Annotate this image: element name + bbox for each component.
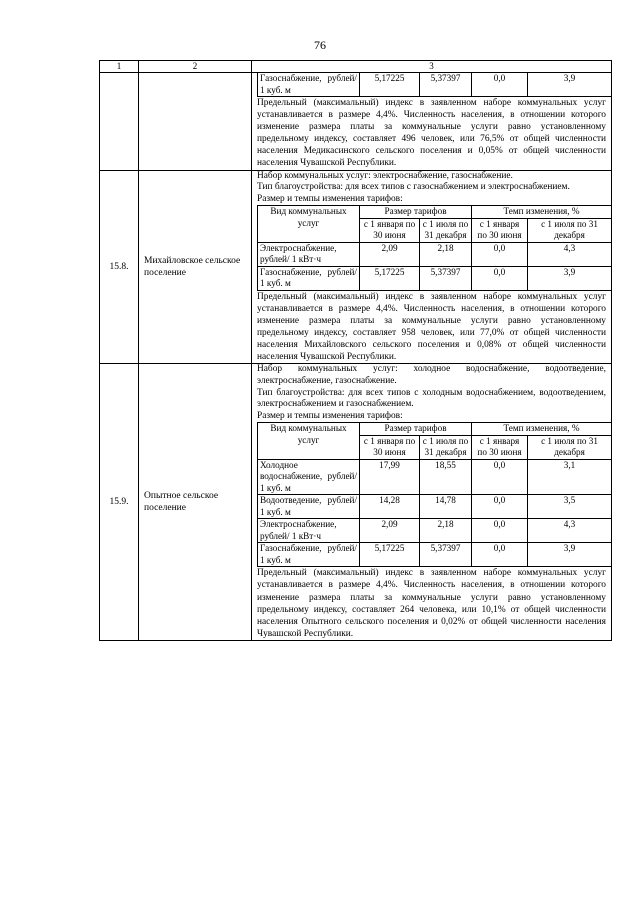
service-kind-header: Вид коммунальных услуг: [258, 423, 360, 460]
service-label: Электроснабжение, рублей/ 1 кВт·ч: [258, 242, 360, 266]
rate-value: 3,9: [528, 73, 612, 97]
rate-value: 0,0: [472, 543, 528, 567]
tariff-value: 5,37397: [420, 266, 472, 290]
settlement-name: Михайловское сельское поселение: [139, 170, 252, 364]
rate-value: 0,0: [472, 519, 528, 543]
header-col-2: 2: [139, 61, 252, 73]
service-label: Электроснабжение, рублей/ 1 кВт·ч: [258, 519, 360, 543]
period-header: с 1 июля по 31 декабря: [528, 435, 612, 459]
table-row-15-9: [100, 364, 612, 641]
rate-value: 0,0: [472, 495, 528, 519]
rate-value: 3,1: [528, 459, 612, 495]
period-header: с 1 июля по 31 декабря: [420, 435, 472, 459]
period-header: с 1 января по 30 июня: [472, 218, 528, 242]
rate-value: 0,0: [472, 73, 528, 97]
period-header: с 1 июля по 31 декабря: [420, 218, 472, 242]
tariff-value: 14,28: [360, 495, 420, 519]
services-set: Набор коммунальных услуг: холодное водоснабжение, водоотведение, электроснабжение, газоснабжение.: [257, 364, 606, 386]
change-rate-header: Темп изменения, %: [472, 206, 612, 219]
tariff-size-title: Размер и темпы изменения тарифов:: [257, 193, 403, 204]
tariff-value: 5,17225: [360, 73, 420, 97]
table-row-15-8: [100, 170, 612, 364]
tariff-value: 2,18: [420, 519, 472, 543]
table-row: [258, 543, 612, 567]
tariff-size-title: Размер и темпы изменения тарифов:: [257, 410, 403, 421]
content-cell: [252, 73, 612, 171]
service-label: Газоснабжение, рублей/ 1 куб. м: [258, 73, 360, 97]
table-row: [258, 266, 612, 290]
settlement-name-cell: [139, 73, 252, 171]
page-number: 76: [314, 38, 326, 52]
limit-index-paragraph: Предельный (максимальный) индекс в заявленном наборе коммунальных услуг устанавливается в размере 4,4%. Численность населения, в отношении которого изменение размера платы за коммунальные услуги равно установленному предельному индексу, составляет 264 человека, или 10,1% от общей численности населения Опытного сельского поселения и 0,02% от общей численности населения Чувашской Республики.: [257, 568, 606, 639]
rate-value: 4,3: [528, 519, 612, 543]
service-label: Холодное водоснабжение, рублей/ 1 куб. м: [258, 459, 360, 495]
service-label: Водоотведение, рублей/ 1 куб. м: [258, 495, 360, 519]
header-col-1: 1: [100, 61, 139, 73]
sub-header-row: [258, 206, 612, 219]
rate-value: 3,9: [528, 543, 612, 567]
tariff-value: 2,09: [360, 242, 420, 266]
table-row: [258, 459, 612, 495]
tariff-value: 5,37397: [420, 543, 472, 567]
header-row: [100, 61, 612, 73]
tariff-sub-table: [257, 422, 612, 567]
tariff-value: 17,99: [360, 459, 420, 495]
tariff-sub-table: [257, 205, 612, 291]
rate-value: 3,9: [528, 266, 612, 290]
row-number-cell: [100, 73, 139, 171]
table-row: [258, 242, 612, 266]
tariff-value: 5,17225: [360, 543, 420, 567]
limit-index-paragraph: Предельный (максимальный) индекс в заявленном наборе коммунальных услуг устанавливается в размере 4,4%. Численность населения, в отношении которого изменение размера платы за коммунальные услуги равно установленному предельному индексу, составляет 496 человек, или 76,5% от общей численности населения Медикасинского сельского поселения и 0,05% от общей численности населения Чувашской Республики.: [257, 98, 606, 169]
improvement-type: Тип благоустройства: для всех типов с холодным водоснабжением, водоотведением, электроснабжением и газоснабжением.: [257, 387, 606, 410]
limit-index-paragraph: Предельный (максимальный) индекс в заявленном наборе коммунальных услуг устанавливается в размере 4,4%. Численность населения, в отношении которого изменение размера платы за коммунальные услуги равно установленному предельному индексу, составляет 958 человек, или 77,0% от общей численности населения Михайловского сельского поселения и 0,08% от общей численности населения Чувашской Республики.: [257, 291, 606, 363]
services-set: Набор коммунальных услуг: электроснабжение, газоснабжение.: [257, 170, 513, 181]
rate-value: 0,0: [472, 266, 528, 290]
content-cell: [252, 170, 612, 364]
table-row: [258, 495, 612, 519]
table-row: [258, 73, 612, 97]
period-header: с 1 января по 30 июня: [360, 218, 420, 242]
header-col-3: 3: [252, 61, 612, 73]
rate-value: 0,0: [472, 459, 528, 495]
rate-value: 4,3: [528, 242, 612, 266]
period-header: с 1 января по 30 июня: [360, 435, 420, 459]
change-rate-header: Темп изменения, %: [472, 423, 612, 436]
rate-value: 3,5: [528, 495, 612, 519]
tariff-value: 5,17225: [360, 266, 420, 290]
sub-header-row: [258, 423, 612, 436]
content-cell: [252, 364, 612, 641]
improvement-type: Тип благоустройства: для всех типов с газоснабжением и электроснабжением.: [257, 182, 570, 193]
period-header: с 1 июля по 31 декабря: [528, 218, 612, 242]
service-kind-header: Вид коммунальных услуг: [258, 206, 360, 243]
service-label: Газоснабжение, рублей/ 1 куб. м: [258, 266, 360, 290]
tariff-table: [99, 60, 612, 641]
period-header: с 1 января по 30 июня: [472, 435, 528, 459]
table-row-continuation: [100, 73, 612, 171]
service-label: Газоснабжение, рублей/ 1 куб. м: [258, 543, 360, 567]
tariff-size-header: Размер тарифов: [360, 206, 472, 219]
tariff-value: 5,37397: [420, 73, 472, 97]
row-number: 15.9.: [100, 364, 139, 641]
tariff-value: 2,09: [360, 519, 420, 543]
tariff-value: 2,18: [420, 242, 472, 266]
row-number: 15.8.: [100, 170, 139, 364]
table-row: [258, 519, 612, 543]
tariff-value: 14,78: [420, 495, 472, 519]
settlement-name: Опытное сельское поселение: [139, 364, 252, 641]
rate-value: 0,0: [472, 242, 528, 266]
continuation-tariff-table: [257, 72, 612, 97]
tariff-value: 18,55: [420, 459, 472, 495]
tariff-size-header: Размер тарифов: [360, 423, 472, 436]
